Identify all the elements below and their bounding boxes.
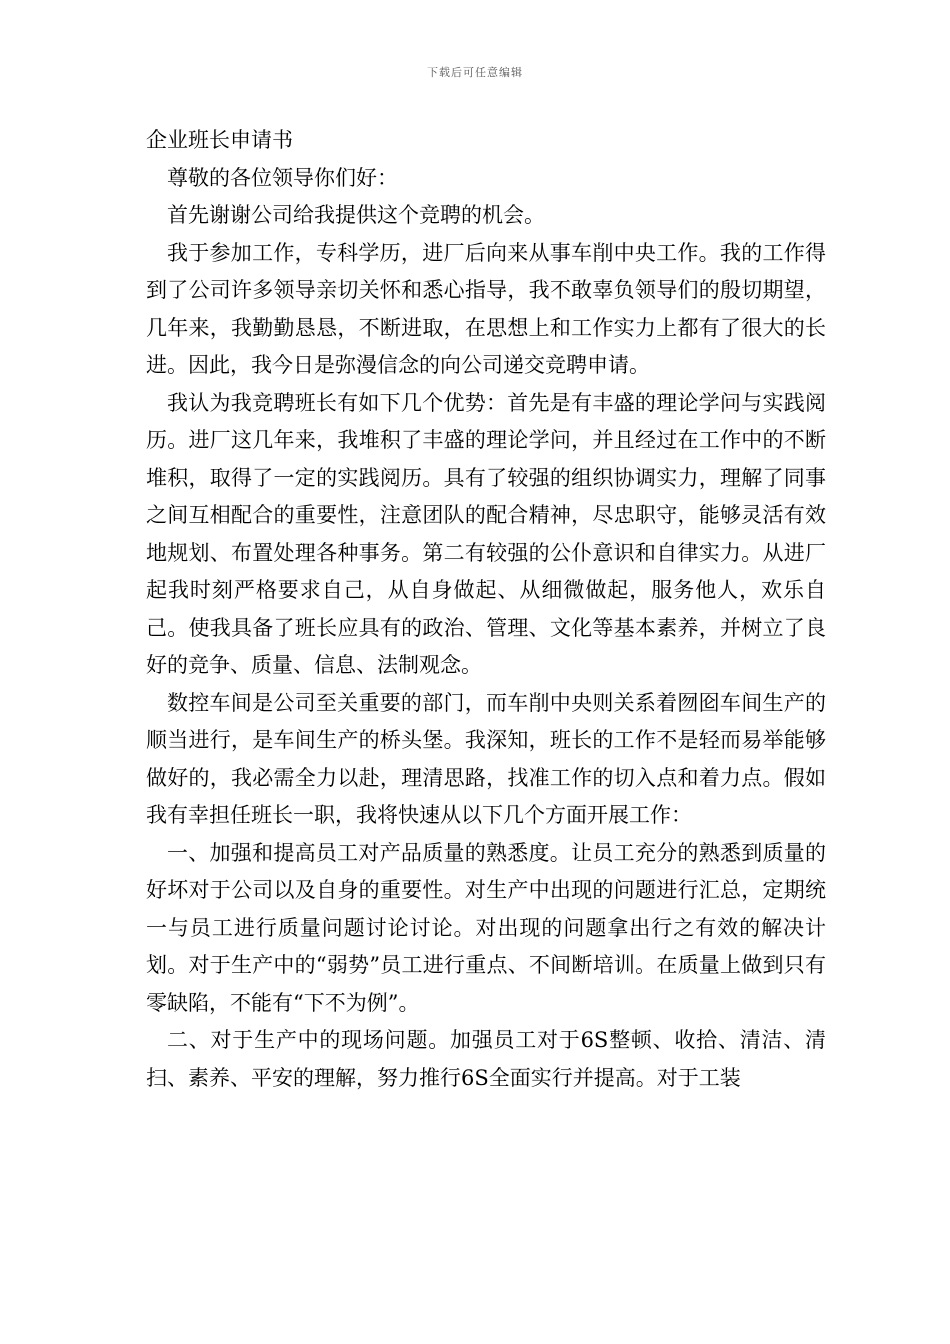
paragraph-plan-quality: 一、加强和提高员工对产品质量的熟悉度。让员工充分的熟悉到质量的好坏对于公司以及自身的重要性。对生产中出现的问题进行汇总，定期统一与员工进行质量问题讨论讨论。对出现的问题拿出行之有效的解决计划。对于生产中的“弱势”员工进行重点、不间断培训。在质量上做到只有零缺陷，不能有“下不为例”。 [146,840,826,1015]
salutation: 尊敬的各位领导你们好： [167,165,398,190]
paragraph-background: 我于参加工作，专科学历，进厂后向来从事车削中央工作。我的工作得到了公司许多领导亲切关怀和悉心指导，我不敢辜负领导们的殷切期望，几年来，我勤勤恳恳，不断进取，在思想上和工作实力上都有了很大的长进。因此，我今日是弥漫信念的向公司递交竞聘申请。 [146,240,826,377]
paragraph-workshop: 数控车间是公司至关重要的部门，而车削中央则关系着囫囵车间生产的顺当进行，是车间生产的桥头堡。我深知，班长的工作不是轻而易举能够做好的，我必需全力以赴，理清思路，找准工作的切入点和着力点。假如我有幸担任班长一职，我将快速从以下几个方面开展工作： [146,690,826,827]
paragraph-plan-onsite: 二、对于生产中的现场问题。加强员工对于6S整顿、收拾、清洁、清扫、素养、平安的理解，努力推行6S全面实行并提高。对于工装 [146,1028,826,1090]
paragraph-advantages: 我认为我竞聘班长有如下几个优势：首先是有丰盛的理论学问与实践阅历。进厂这几年来，我堆积了丰盛的理论学问，并且经过在工作中的不断堆积，取得了一定的实践阅历。具有了较强的组织协调实力，理解了同事之间互相配合的重要性，注意团队的配合精神，尽忠职守，能够灵活有效地规划、布置处理各种事务。第二有较强的公仆意识和自律实力。从进厂起我时刻严格要求自己，从自身做起、从细微做起，服务他人，欢乐自己。使我具备了班长应具有的政治、管理、文化等基本素养，并树立了良好的竞争、质量、信息、法制观念。 [146,390,826,677]
document-title: 企业班长申请书 [146,128,293,152]
page-header: 下载后可任意编辑 [427,66,523,79]
paragraph-thanks: 首先谢谢公司给我提供这个竞聘的机会。 [167,203,545,227]
document-body [146,122,826,1097]
